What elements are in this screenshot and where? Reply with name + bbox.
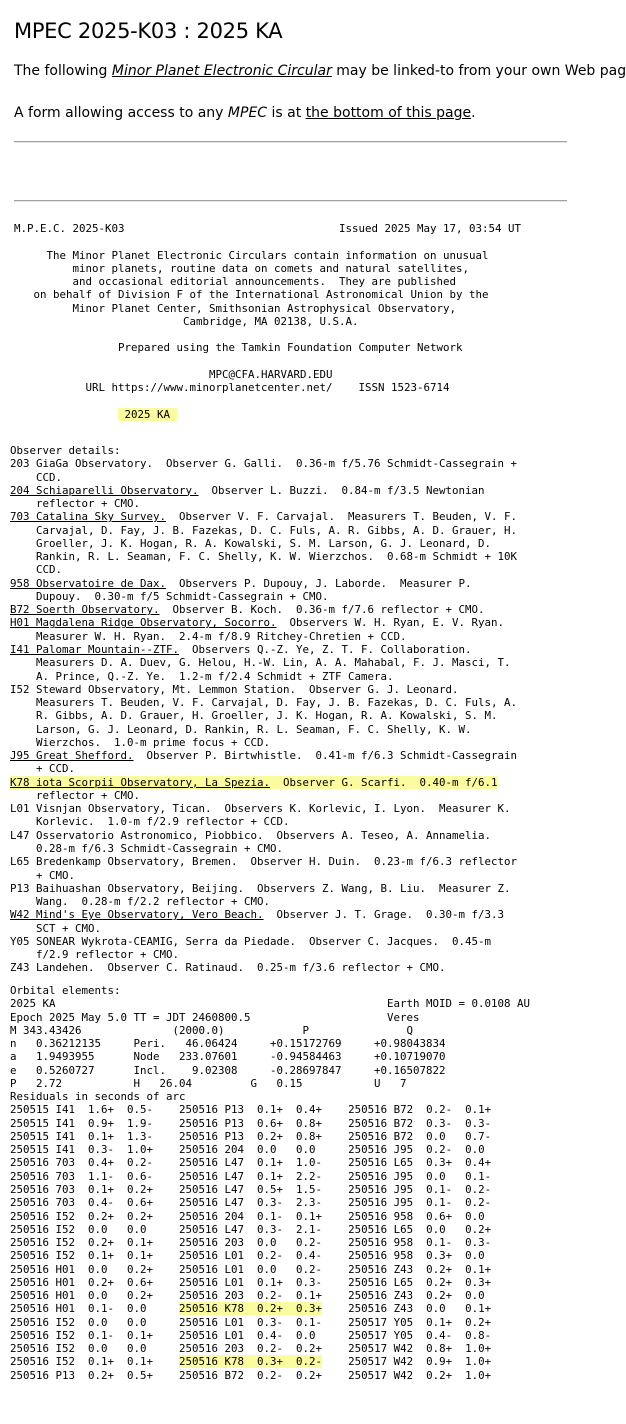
residual-gap bbox=[322, 1143, 348, 1156]
observer-text: Observers Q.-Z. Ye, Z. T. F. Collaboration. bbox=[179, 642, 472, 656]
observer-entry bbox=[10, 749, 517, 762]
residual-cell: 250517 Y05 0.4- 0.8- bbox=[348, 1328, 492, 1342]
mpec-link[interactable]: Minor Planet Electronic Circular bbox=[111, 63, 332, 79]
residual-gap bbox=[153, 1156, 179, 1169]
header-line: MPC@CFA.HARVARD.EDU bbox=[14, 367, 333, 381]
observer-entry bbox=[10, 802, 517, 815]
residual-row bbox=[10, 1130, 530, 1143]
observer-text: Observer C. Jacques. 0.45-m bbox=[296, 934, 492, 948]
residual-cell: 250516 203 0.2- 0.2+ bbox=[179, 1342, 323, 1356]
residual-row bbox=[10, 1302, 530, 1315]
observer-continuation: Measurer W. H. Ryan. 2.4-m f/8.9 Ritchey-Chretien + CCD. bbox=[10, 629, 407, 643]
residual-cell: 250516 P13 0.6+ 0.8+ bbox=[179, 1116, 323, 1130]
observatory-name: 203 GiaGa Observatory. bbox=[10, 457, 154, 471]
residual-gap bbox=[153, 1130, 179, 1143]
header-line: URL https://www.minorplanetcenter.net/ ISSN 1523-6714 bbox=[14, 381, 450, 395]
residual-cell: 250516 L47 0.5+ 1.5- bbox=[179, 1182, 323, 1196]
residual-cell: 250516 L47 0.3- 2.3- bbox=[179, 1196, 323, 1210]
observer-continuation: Carvajal, D. Fay, J. B. Fazekas, D. C. Fuls, A. R. Gibbs, A. D. Grauer, H. bbox=[10, 523, 518, 537]
observatory-name: Y05 SONEAR Wykrota-CEAMIG, Serra da Piedade. bbox=[10, 934, 297, 948]
header-line: Prepared using the Tamkin Foundation Computer Network bbox=[14, 341, 463, 355]
residual-cell: 250516 I52 0.2+ 0.2+ bbox=[10, 1209, 154, 1223]
intro-text: The following bbox=[14, 63, 112, 79]
observer-entry bbox=[10, 961, 517, 974]
observer-text: Observers K. Korlevic, I. Lyon. Measurer K. bbox=[211, 802, 511, 816]
form-text-mid: is at bbox=[267, 105, 306, 121]
residual-gap bbox=[322, 1263, 348, 1276]
residual-gap bbox=[153, 1117, 179, 1130]
residual-gap bbox=[153, 1223, 179, 1236]
observer-continuation: CCD. bbox=[10, 470, 63, 484]
residual-row bbox=[10, 1117, 530, 1130]
residual-cell: 250517 W42 0.9+ 1.0+ bbox=[348, 1355, 492, 1369]
observer-continuation: Groeller, J. K. Hogan, R. A. Kowalski, S. M. Larson, G. J. Leonard, D. bbox=[10, 536, 492, 550]
observer-text: Observers W. H. Ryan, E. V. Ryan. bbox=[276, 616, 505, 630]
form-text: A form allowing access to any bbox=[14, 105, 228, 121]
residual-gap bbox=[153, 1183, 179, 1196]
divider-bottom bbox=[14, 200, 567, 202]
residual-cell: 250516 J95 0.0 0.1- bbox=[348, 1169, 492, 1183]
residual-cell: 250516 203 0.0 0.2- bbox=[179, 1236, 323, 1250]
observer-entry bbox=[10, 457, 517, 470]
observatory-link[interactable]: B72 Soerth Observatory. bbox=[10, 603, 160, 617]
object-designation: 2025 KA bbox=[118, 407, 177, 421]
residual-gap bbox=[153, 1342, 179, 1355]
residual-gap bbox=[322, 1302, 348, 1315]
residual-cell: 250515 I41 0.1+ 1.3- bbox=[10, 1129, 154, 1143]
orbit-heading: Orbital elements: bbox=[10, 984, 121, 997]
observer-continuation: 0.28-m f/6.3 Schmidt-Cassegrain + CMO. bbox=[10, 841, 284, 855]
residual-cell: 250516 H01 0.0 0.2+ bbox=[10, 1262, 154, 1276]
residual-cell: 250516 Z43 0.0 0.1+ bbox=[348, 1302, 492, 1316]
residual-cell: 250516 Z43 0.2+ 0.0 bbox=[348, 1289, 492, 1303]
residual-cell: 250516 I52 0.1+ 0.1+ bbox=[10, 1249, 154, 1263]
header-line bbox=[14, 394, 521, 407]
residual-cell: 250517 W42 0.8+ 1.0+ bbox=[348, 1342, 492, 1356]
observer-text: Observer B. Koch. 0.36-m f/7.6 reflector + CMO. bbox=[159, 603, 485, 617]
orbit-line: P 2.72 H 26.04 G 0.15 U 7 bbox=[10, 1076, 407, 1090]
observatory-name: L01 Visnjan Observatory, Tican. bbox=[10, 802, 212, 816]
residual-cell: 250516 Z43 0.2+ 0.1+ bbox=[348, 1262, 492, 1276]
residual-cell: 250516 203 0.2- 0.1+ bbox=[179, 1289, 323, 1303]
orbit-line: M 343.43426 (2000.0) P Q bbox=[10, 1023, 414, 1037]
observer-text: Observers P. Dupouy, J. Laborde. Measurer P. bbox=[166, 576, 472, 590]
observatory-name: Z43 Landehen. bbox=[10, 961, 95, 975]
observer-continuation: f/2.9 reflector + CMO. bbox=[10, 948, 180, 962]
residual-gap bbox=[153, 1103, 179, 1116]
observatory-name: L47 Osservatorio Astronomico, Piobbico. bbox=[10, 828, 264, 842]
residual-cell: 250517 W42 0.2+ 1.0+ bbox=[348, 1368, 492, 1382]
observer-entry bbox=[10, 603, 517, 616]
observer-entry bbox=[10, 683, 517, 696]
residual-cell: 250516 703 0.4- 0.6+ bbox=[10, 1196, 154, 1210]
residual-row bbox=[10, 1355, 530, 1368]
page bbox=[0, 0, 626, 202]
intro-linking-line bbox=[14, 62, 626, 80]
divider-top bbox=[14, 141, 567, 143]
residual-gap bbox=[153, 1355, 179, 1368]
residual-row bbox=[10, 1183, 530, 1196]
residual-cell: 250516 L47 0.1+ 2.2- bbox=[179, 1169, 323, 1183]
residual-cell: 250516 L01 0.1+ 0.3- bbox=[179, 1275, 323, 1289]
observer-entry bbox=[10, 643, 517, 656]
residual-gap bbox=[322, 1316, 348, 1329]
form-text-end: . bbox=[471, 105, 476, 121]
residual-gap bbox=[322, 1355, 348, 1368]
residual-gap bbox=[153, 1263, 179, 1276]
observer-continuation: Korlevic. 1.0-m f/2.9 reflector + CCD. bbox=[10, 815, 290, 829]
residual-cell: 250516 H01 0.1- 0.0 bbox=[10, 1302, 154, 1316]
residual-row bbox=[10, 1196, 530, 1209]
residual-gap bbox=[153, 1316, 179, 1329]
residual-gap bbox=[322, 1130, 348, 1143]
residual-gap bbox=[322, 1223, 348, 1236]
residual-cell: 250516 B72 0.2- 0.2+ bbox=[179, 1368, 323, 1382]
residual-gap bbox=[153, 1170, 179, 1183]
observer-text: Observers Z. Wang, B. Liu. Measurer Z. bbox=[244, 881, 511, 895]
observer-continuation: + CMO. bbox=[10, 868, 76, 882]
observer-text: Observer G. J. Leonard. bbox=[296, 682, 459, 696]
observer-continuation: reflector + CMO. bbox=[10, 497, 141, 511]
observatory-link[interactable]: 703 Catalina Sky Survey. bbox=[10, 510, 167, 524]
residual-row bbox=[10, 1316, 530, 1329]
observer-entry bbox=[10, 484, 517, 497]
observer-entry bbox=[10, 776, 517, 789]
observer-text: Observer G. Scarfi. 0.40-m f/6.1 bbox=[270, 775, 498, 789]
observatory-link[interactable]: H01 Magdalena Ridge Observatory, Socorro. bbox=[10, 616, 277, 630]
header-line bbox=[14, 235, 521, 248]
residual-row bbox=[10, 1276, 530, 1289]
residual-cell: 250516 L47 0.3- 2.1- bbox=[179, 1222, 323, 1236]
orbit-line: e 0.5260727 Incl. 9.02308 -0.28697847 +0.16507822 bbox=[10, 1063, 446, 1077]
residual-cell: 250516 I52 0.0 0.0 bbox=[10, 1342, 154, 1356]
header-line: The Minor Planet Electronic Circulars contain information on unusual bbox=[14, 248, 489, 262]
residual-gap bbox=[322, 1369, 348, 1382]
header-line: and occasional editorial announcements. They are published bbox=[14, 275, 457, 289]
residual-cell: 250516 H01 0.0 0.2+ bbox=[10, 1289, 154, 1303]
residual-cell: 250516 I52 0.1+ 0.1+ bbox=[10, 1355, 154, 1369]
residuals-heading: Residuals in seconds of arc bbox=[10, 1090, 186, 1104]
residual-gap bbox=[322, 1156, 348, 1169]
residual-gap bbox=[153, 1249, 179, 1262]
residual-cell: 250516 703 1.1- 0.6- bbox=[10, 1169, 154, 1183]
observer-continuation: Dupouy. 0.30-m f/5 Schmidt-Cassegrain + CMO. bbox=[10, 589, 329, 603]
residual-row bbox=[10, 1210, 530, 1223]
observer-entry bbox=[10, 908, 517, 921]
residual-row bbox=[10, 1223, 530, 1236]
residual-gap bbox=[153, 1329, 179, 1342]
intro-form-line bbox=[14, 104, 567, 122]
observers-heading: Observer details: bbox=[10, 444, 121, 457]
orbit-line: n 0.36212135 Peri. 46.06424 +0.15172769 +0.98043834 bbox=[10, 1037, 446, 1051]
residual-cell: 250515 I41 1.6+ 0.5- bbox=[10, 1103, 154, 1117]
residual-gap bbox=[322, 1276, 348, 1289]
observatory-link[interactable]: I41 Palomar Mountain--ZTF. bbox=[10, 642, 180, 656]
residual-cell: 250515 I41 0.3- 1.0+ bbox=[10, 1143, 154, 1157]
observer-text: Observer H. Duin. 0.23-m f/6.3 reflector bbox=[237, 855, 518, 869]
residual-cell: 250516 L65 0.2+ 0.3+ bbox=[348, 1275, 492, 1289]
residual-cell: 250516 958 0.3+ 0.0 bbox=[348, 1249, 492, 1263]
observer-continuation: Measurers T. Beuden, V. F. Carvajal, D. Fay, J. B. Fazekas, D. C. Fuls, A. bbox=[10, 696, 518, 710]
observer-entry bbox=[10, 935, 517, 948]
circular-header bbox=[14, 222, 521, 421]
residual-gap bbox=[322, 1117, 348, 1130]
observer-continuation: SCT + CMO. bbox=[10, 921, 102, 935]
residual-row bbox=[10, 1342, 530, 1355]
header-line: M.P.E.C. 2025-K03 Issued 2025 May 17, 03:54 UT bbox=[14, 222, 522, 235]
residual-row bbox=[10, 1236, 530, 1249]
residual-row bbox=[10, 1103, 530, 1116]
residual-row bbox=[10, 1156, 530, 1169]
residual-gap bbox=[322, 1236, 348, 1249]
residual-cell: 250516 B72 0.2- 0.1+ bbox=[348, 1103, 492, 1117]
observer-text: Observer G. Galli. 0.36-m f/5.76 Schmidt-Cassegrain + bbox=[153, 457, 518, 471]
residual-cell: 250516 I52 0.1- 0.1+ bbox=[10, 1328, 154, 1342]
observatory-name: L65 Bredenkamp Observatory, Bremen. bbox=[10, 855, 238, 869]
observer-details bbox=[10, 444, 517, 975]
observer-entry bbox=[10, 616, 517, 629]
residual-gap bbox=[153, 1196, 179, 1209]
observer-text: Observer C. Ratinaud. 0.25-m f/3.6 reflector + CMO. bbox=[94, 961, 446, 975]
observer-continuation: R. Gibbs, A. D. Grauer, H. Groeller, J. K. Hogan, R. A. Kowalski, S. M. bbox=[10, 709, 498, 723]
residual-cell: 250516 P13 0.1+ 0.4+ bbox=[179, 1103, 323, 1117]
observer-entry bbox=[10, 829, 517, 842]
observer-continuation: CCD. bbox=[10, 563, 63, 577]
residual-row bbox=[10, 1249, 530, 1262]
observer-continuation: Rankin, R. L. Seaman, F. C. Shelly, K. W. Wierzchos. 0.68-m Schmidt + 10K bbox=[10, 550, 518, 564]
observatory-link[interactable]: K78 iota Scorpii Observatory, La Spezia. bbox=[10, 775, 271, 789]
residual-row bbox=[10, 1329, 530, 1342]
residual-cell: 250516 L65 0.0 0.2+ bbox=[348, 1222, 492, 1236]
residual-row bbox=[10, 1170, 530, 1183]
residual-cell: 250516 L47 0.1+ 1.0- bbox=[179, 1156, 323, 1170]
header-line: on behalf of Division F of the International Astronomical Union by the bbox=[14, 288, 489, 302]
residual-cell: 250516 703 0.1+ 0.2+ bbox=[10, 1182, 154, 1196]
residual-cell: 250516 I52 0.2+ 0.1+ bbox=[10, 1236, 154, 1250]
residual-cell: 250516 204 0.0 0.0 bbox=[179, 1143, 323, 1157]
observer-continuation: reflector + CMO. bbox=[10, 788, 141, 802]
observer-entry bbox=[10, 577, 517, 590]
observatory-link[interactable]: 958 Observatoire de Dax. bbox=[10, 576, 167, 590]
observer-entry bbox=[10, 882, 517, 895]
header-line: minor planets, routine data on comets and natural satellites, bbox=[14, 261, 470, 275]
observer-text: Observer P. Birtwhistle. 0.41-m f/6.3 Schmidt-Cassegrain bbox=[133, 749, 518, 763]
residual-row bbox=[10, 1263, 530, 1276]
observatory-link[interactable]: J95 Great Shefford. bbox=[10, 749, 134, 763]
mpec-emphasis: MPEC bbox=[227, 105, 268, 121]
orbit-line: Epoch 2025 May 5.0 TT = JDT 2460800.5 Veres bbox=[10, 1010, 420, 1024]
residual-cell: 250516 L01 0.0 0.2- bbox=[179, 1262, 323, 1276]
residual-cell: 250516 L01 0.2- 0.4- bbox=[179, 1249, 323, 1263]
residual-cell: 250516 958 0.6+ 0.0 bbox=[348, 1209, 492, 1223]
observatory-name: I52 Steward Observatory, Mt. Lemmon Station. bbox=[10, 682, 297, 696]
residual-cell: 250516 K78 0.2+ 0.3+ bbox=[179, 1302, 323, 1316]
residual-gap bbox=[322, 1342, 348, 1355]
observer-continuation: Larson, G. J. Leonard, D. Rankin, R. L. Seaman, F. C. Shelly, K. W. bbox=[10, 722, 472, 736]
designation-line bbox=[14, 408, 521, 421]
residual-row bbox=[10, 1369, 530, 1382]
residual-gap bbox=[153, 1289, 179, 1302]
header-line bbox=[14, 328, 521, 341]
residual-gap bbox=[153, 1210, 179, 1223]
residual-cell: 250516 L01 0.4- 0.0 bbox=[179, 1328, 323, 1342]
residual-cell: 250516 J95 0.1- 0.2- bbox=[348, 1196, 492, 1210]
residual-gap bbox=[153, 1369, 179, 1382]
residual-cell: 250517 Y05 0.1+ 0.2+ bbox=[348, 1315, 492, 1329]
residual-cell: 250516 H01 0.2+ 0.6+ bbox=[10, 1275, 154, 1289]
residual-gap bbox=[322, 1170, 348, 1183]
observer-continuation: + CCD. bbox=[10, 762, 76, 776]
residual-cell: 250515 I41 0.9+ 1.9- bbox=[10, 1116, 154, 1130]
residual-cell: 250516 I52 0.0 0.0 bbox=[10, 1315, 154, 1329]
residual-cell: 250516 204 0.1- 0.1+ bbox=[179, 1209, 323, 1223]
observer-text: Observer V. F. Carvajal. Measurers T. Beuden, V. F. bbox=[166, 510, 518, 524]
observer-continuation: Wierzchos. 1.0-m prime focus + CCD. bbox=[10, 735, 271, 749]
orbit-line: a 1.9493955 Node 233.07601 -0.94584463 +0.10719070 bbox=[10, 1050, 446, 1064]
residual-cell: 250516 J95 0.2- 0.0 bbox=[348, 1143, 492, 1157]
residual-gap bbox=[322, 1210, 348, 1223]
residual-gap bbox=[322, 1289, 348, 1302]
residual-gap bbox=[153, 1236, 179, 1249]
observer-text: Observer L. Buzzi. 0.84-m f/3.5 Newtonian bbox=[198, 483, 485, 497]
residual-cell: 250516 B72 0.0 0.7- bbox=[348, 1129, 492, 1143]
residual-gap bbox=[153, 1276, 179, 1289]
residual-cell: 250516 L01 0.3- 0.1- bbox=[179, 1315, 323, 1329]
residual-row bbox=[10, 1143, 530, 1156]
header-line: Minor Planet Center, Smithsonian Astrophysical Observatory, bbox=[14, 301, 457, 315]
header-line: Cambridge, MA 02138, U.S.A. bbox=[14, 314, 359, 328]
residual-gap bbox=[322, 1329, 348, 1342]
observer-entry bbox=[10, 855, 517, 868]
residual-gap bbox=[322, 1249, 348, 1262]
page-title: MPEC 2025-K03 : 2025 KA bbox=[14, 19, 283, 43]
orbit-line: 2025 KA Earth MOID = 0.0108 AU bbox=[10, 997, 531, 1011]
observer-text: Observer J. T. Grage. 0.30-m f/3.3 bbox=[263, 908, 505, 922]
residual-gap bbox=[322, 1196, 348, 1209]
residual-cell: 250516 L65 0.3+ 0.4+ bbox=[348, 1156, 492, 1170]
header-line bbox=[14, 355, 521, 368]
residual-cell: 250516 P13 0.2+ 0.5+ bbox=[10, 1368, 154, 1382]
residual-cell: 250516 P13 0.2+ 0.8+ bbox=[179, 1129, 323, 1143]
bottom-of-page-link[interactable]: the bottom of this page bbox=[305, 105, 472, 121]
residual-gap bbox=[153, 1143, 179, 1156]
observatory-link[interactable]: 204 Schiaparelli Observatory. bbox=[10, 483, 199, 497]
observer-text: Observers A. Teseo, A. Annamelia. bbox=[263, 828, 492, 842]
intro-text-tail: may be linked-to from your own Web pag bbox=[331, 63, 626, 79]
observer-highlight bbox=[10, 776, 498, 789]
residual-row bbox=[10, 1289, 530, 1302]
observer-continuation: Wang. 0.28-m f/2.2 reflector + CMO. bbox=[10, 895, 271, 909]
observer-entry bbox=[10, 510, 517, 523]
residual-cell: 250516 703 0.4+ 0.2- bbox=[10, 1156, 154, 1170]
residual-gap bbox=[153, 1302, 179, 1315]
observatory-name: P13 Baihuashan Observatory, Beijing. bbox=[10, 881, 245, 895]
residual-cell: 250516 I52 0.0 0.0 bbox=[10, 1222, 154, 1236]
observatory-link[interactable]: W42 Mind's Eye Observatory, Vero Beach. bbox=[10, 908, 264, 922]
residual-cell: 250516 958 0.1- 0.3- bbox=[348, 1236, 492, 1250]
residual-cell: 250516 B72 0.3- 0.3- bbox=[348, 1116, 492, 1130]
observer-continuation: Measurers D. A. Duev, G. Helou, H.-W. Lin, A. A. Mahabal, F. J. Masci, T. bbox=[10, 656, 511, 670]
residual-cell: 250516 J95 0.1- 0.2- bbox=[348, 1182, 492, 1196]
orbital-elements bbox=[10, 984, 530, 1382]
residual-gap bbox=[322, 1183, 348, 1196]
observer-continuation: A. Prince, Q.-Z. Ye. 1.2-m f/2.4 Schmidt + ZTF Camera. bbox=[10, 669, 394, 683]
residual-gap bbox=[322, 1103, 348, 1116]
residual-cell: 250516 K78 0.3+ 0.2- bbox=[179, 1355, 323, 1369]
